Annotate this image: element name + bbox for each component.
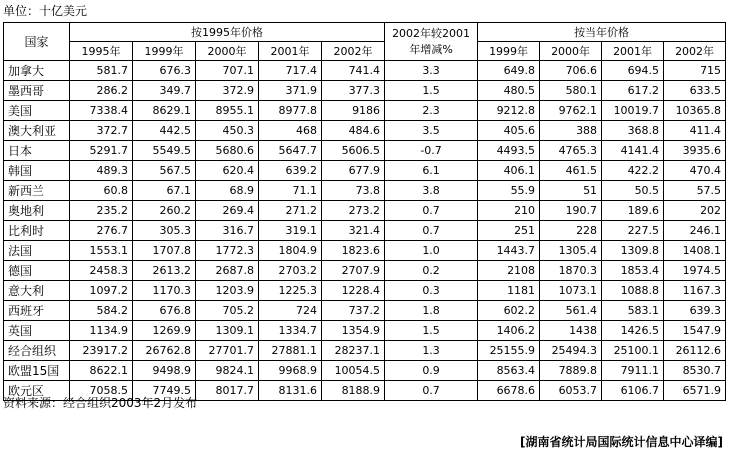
value-current-price-cell: 470.4 [664,161,726,181]
value-1995-price-cell: 276.7 [70,221,133,241]
value-1995-price-cell: 707.1 [196,61,259,81]
value-current-price-cell: 422.2 [602,161,664,181]
change-cell: 2.3 [385,101,478,121]
table-row [4,121,726,141]
value-1995-price-cell: 1097.2 [70,281,133,301]
country-cell: 加拿大 [4,61,70,81]
value-current-price-cell: 1073.1 [540,281,602,301]
value-current-price-cell: 461.5 [540,161,602,181]
value-current-price-cell: 1167.3 [664,281,726,301]
change-cell: 0.7 [385,381,478,401]
year-header: 1995年 [70,42,133,61]
value-current-price-cell: 25100.1 [602,341,664,361]
change-cell: 0.2 [385,261,478,281]
value-current-price-cell: 189.6 [602,201,664,221]
value-1995-price-cell: 1225.3 [259,281,322,301]
country-cell: 意大利 [4,281,70,301]
country-cell: 德国 [4,261,70,281]
value-1995-price-cell: 9498.9 [133,361,196,381]
value-1995-price-cell: 8622.1 [70,361,133,381]
value-1995-price-cell: 9824.1 [196,361,259,381]
value-1995-price-cell: 321.4 [322,221,385,241]
value-current-price-cell: 633.5 [664,81,726,101]
value-1995-price-cell: 316.7 [196,221,259,241]
change-cell: -0.7 [385,141,478,161]
value-current-price-cell: 580.1 [540,81,602,101]
value-1995-price-cell: 468 [259,121,322,141]
table-row [4,221,726,241]
value-1995-price-cell: 319.1 [259,221,322,241]
value-current-price-cell: 405.6 [478,121,540,141]
value-1995-price-cell: 442.5 [133,121,196,141]
value-1995-price-cell: 8131.6 [259,381,322,401]
value-current-price-cell: 368.8 [602,121,664,141]
value-current-price-cell: 1438 [540,321,602,341]
change-cell: 1.3 [385,341,478,361]
country-cell: 法国 [4,241,70,261]
year-header: 2001年 [602,42,664,61]
table-row [4,261,726,281]
value-current-price-cell: 2108 [478,261,540,281]
credit-line: [湖南省统计局国际统计信息中心译编] [520,435,723,449]
change-cell: 3.5 [385,121,478,141]
value-1995-price-cell: 677.9 [322,161,385,181]
table-row [4,141,726,161]
year-header: 2001年 [259,42,322,61]
value-1995-price-cell: 273.2 [322,201,385,221]
value-current-price-cell: 649.8 [478,61,540,81]
value-current-price-cell: 10365.8 [664,101,726,121]
value-1995-price-cell: 67.1 [133,181,196,201]
value-current-price-cell: 1443.7 [478,241,540,261]
value-1995-price-cell: 620.4 [196,161,259,181]
value-current-price-cell: 26112.6 [664,341,726,361]
change-cell: 0.7 [385,201,478,221]
table-row [4,301,726,321]
country-header: 国家 [4,23,70,61]
value-current-price-cell: 602.2 [478,301,540,321]
change-cell: 1.5 [385,81,478,101]
value-1995-price-cell: 68.9 [196,181,259,201]
value-1995-price-cell: 28237.1 [322,341,385,361]
value-1995-price-cell: 27881.1 [259,341,322,361]
value-1995-price-cell: 1772.3 [196,241,259,261]
value-1995-price-cell: 8629.1 [133,101,196,121]
table-row [4,161,726,181]
country-cell: 澳大利亚 [4,121,70,141]
year-header: 2002年 [664,42,726,61]
change-cell: 0.9 [385,361,478,381]
table-row [4,201,726,221]
value-1995-price-cell: 26762.8 [133,341,196,361]
value-current-price-cell: 617.2 [602,81,664,101]
value-current-price-cell: 480.5 [478,81,540,101]
change-cell: 6.1 [385,161,478,181]
value-1995-price-cell: 1823.6 [322,241,385,261]
unit-label: 单位：十亿美元 [3,4,88,18]
value-current-price-cell: 1309.8 [602,241,664,261]
value-1995-price-cell: 8188.9 [322,381,385,401]
value-current-price-cell: 202 [664,201,726,221]
value-1995-price-cell: 2458.3 [70,261,133,281]
value-current-price-cell: 251 [478,221,540,241]
value-1995-price-cell: 372.7 [70,121,133,141]
value-1995-price-cell: 5680.6 [196,141,259,161]
table-row [4,101,726,121]
year-header: 2000年 [196,42,259,61]
value-current-price-cell: 228 [540,221,602,241]
year-header: 1999年 [133,42,196,61]
value-current-price-cell: 706.6 [540,61,602,81]
value-1995-price-cell: 717.4 [259,61,322,81]
value-1995-price-cell: 372.9 [196,81,259,101]
value-1995-price-cell: 724 [259,301,322,321]
header-row-2 [4,42,726,61]
value-1995-price-cell: 1228.4 [322,281,385,301]
value-1995-price-cell: 27701.7 [196,341,259,361]
value-1995-price-cell: 2707.9 [322,261,385,281]
value-1995-price-cell: 260.2 [133,201,196,221]
value-1995-price-cell: 269.4 [196,201,259,221]
change-cell: 0.7 [385,221,478,241]
value-1995-price-cell: 450.3 [196,121,259,141]
value-1995-price-cell: 9186 [322,101,385,121]
value-current-price-cell: 4765.3 [540,141,602,161]
value-current-price-cell: 1181 [478,281,540,301]
value-current-price-cell: 694.5 [602,61,664,81]
value-1995-price-cell: 7338.4 [70,101,133,121]
table-row [4,341,726,361]
table-row [4,241,726,261]
country-cell: 新西兰 [4,181,70,201]
value-current-price-cell: 1408.1 [664,241,726,261]
change-cell: 1.8 [385,301,478,321]
value-1995-price-cell: 371.9 [259,81,322,101]
change-cell: 1.5 [385,321,478,341]
value-1995-price-cell: 1707.8 [133,241,196,261]
value-1995-price-cell: 639.2 [259,161,322,181]
value-1995-price-cell: 7749.5 [133,381,196,401]
value-current-price-cell: 388 [540,121,602,141]
change-header: 2002年较2001年增减% [385,23,478,61]
change-cell: 1.0 [385,241,478,261]
value-current-price-cell: 246.1 [664,221,726,241]
table-row [4,81,726,101]
value-1995-price-cell: 10054.5 [322,361,385,381]
value-1995-price-cell: 71.1 [259,181,322,201]
country-cell: 韩国 [4,161,70,181]
value-1995-price-cell: 2613.2 [133,261,196,281]
country-cell: 欧盟15国 [4,361,70,381]
value-1995-price-cell: 271.2 [259,201,322,221]
value-1995-price-cell: 8017.7 [196,381,259,401]
country-cell: 墨西哥 [4,81,70,101]
value-current-price-cell: 1305.4 [540,241,602,261]
value-1995-price-cell: 8977.8 [259,101,322,121]
value-current-price-cell: 4493.5 [478,141,540,161]
value-1995-price-cell: 484.6 [322,121,385,141]
country-cell: 日本 [4,141,70,161]
table-row [4,321,726,341]
value-current-price-cell: 715 [664,61,726,81]
table-row [4,361,726,381]
value-current-price-cell: 1426.5 [602,321,664,341]
value-current-price-cell: 1974.5 [664,261,726,281]
value-1995-price-cell: 1804.9 [259,241,322,261]
year-header: 2002年 [322,42,385,61]
value-current-price-cell: 7889.8 [540,361,602,381]
value-1995-price-cell: 705.2 [196,301,259,321]
country-cell: 英国 [4,321,70,341]
year-header: 2000年 [540,42,602,61]
value-1995-price-cell: 349.7 [133,81,196,101]
table-row [4,281,726,301]
value-1995-price-cell: 5606.5 [322,141,385,161]
value-current-price-cell: 227.5 [602,221,664,241]
value-current-price-cell: 406.1 [478,161,540,181]
value-current-price-cell: 1853.4 [602,261,664,281]
value-current-price-cell: 25494.3 [540,341,602,361]
value-1995-price-cell: 7058.5 [70,381,133,401]
value-1995-price-cell: 1203.9 [196,281,259,301]
value-1995-price-cell: 1553.1 [70,241,133,261]
value-1995-price-cell: 567.5 [133,161,196,181]
country-cell: 经合组织 [4,341,70,361]
value-current-price-cell: 4141.4 [602,141,664,161]
value-current-price-cell: 55.9 [478,181,540,201]
value-current-price-cell: 1870.3 [540,261,602,281]
header-row-1 [4,23,726,42]
value-current-price-cell: 10019.7 [602,101,664,121]
value-1995-price-cell: 305.3 [133,221,196,241]
value-current-price-cell: 411.4 [664,121,726,141]
value-1995-price-cell: 377.3 [322,81,385,101]
value-1995-price-cell: 5647.7 [259,141,322,161]
group-header-1995-prices: 按1995年价格 [70,23,385,42]
value-current-price-cell: 1547.9 [664,321,726,341]
value-1995-price-cell: 5291.7 [70,141,133,161]
value-1995-price-cell: 581.7 [70,61,133,81]
value-1995-price-cell: 1354.9 [322,321,385,341]
value-1995-price-cell: 676.3 [133,61,196,81]
value-1995-price-cell: 1269.9 [133,321,196,341]
value-1995-price-cell: 489.3 [70,161,133,181]
value-current-price-cell: 6053.7 [540,381,602,401]
value-current-price-cell: 639.3 [664,301,726,321]
value-current-price-cell: 51 [540,181,602,201]
country-cell: 欧元区 [4,381,70,401]
country-cell: 比利时 [4,221,70,241]
value-current-price-cell: 6106.7 [602,381,664,401]
value-1995-price-cell: 1334.7 [259,321,322,341]
country-cell: 美国 [4,101,70,121]
value-current-price-cell: 57.5 [664,181,726,201]
value-current-price-cell: 561.4 [540,301,602,321]
change-cell: 3.3 [385,61,478,81]
value-1995-price-cell: 2687.8 [196,261,259,281]
value-1995-price-cell: 286.2 [70,81,133,101]
value-current-price-cell: 8563.4 [478,361,540,381]
value-1995-price-cell: 584.2 [70,301,133,321]
value-1995-price-cell: 73.8 [322,181,385,201]
country-cell: 奥地利 [4,201,70,221]
value-current-price-cell: 1406.2 [478,321,540,341]
value-1995-price-cell: 5549.5 [133,141,196,161]
value-1995-price-cell: 2703.2 [259,261,322,281]
value-1995-price-cell: 741.4 [322,61,385,81]
table-row [4,61,726,81]
value-1995-price-cell: 8955.1 [196,101,259,121]
value-1995-price-cell: 23917.2 [70,341,133,361]
change-cell: 0.3 [385,281,478,301]
value-current-price-cell: 1088.8 [602,281,664,301]
value-current-price-cell: 210 [478,201,540,221]
value-1995-price-cell: 737.2 [322,301,385,321]
country-cell: 西班牙 [4,301,70,321]
table-row [4,181,726,201]
value-1995-price-cell: 235.2 [70,201,133,221]
gdp-table [3,22,726,401]
value-1995-price-cell: 60.8 [70,181,133,201]
group-header-current-prices: 按当年价格 [478,23,726,42]
value-1995-price-cell: 9968.9 [259,361,322,381]
value-current-price-cell: 8530.7 [664,361,726,381]
change-cell: 3.8 [385,181,478,201]
value-current-price-cell: 6571.9 [664,381,726,401]
value-current-price-cell: 583.1 [602,301,664,321]
value-1995-price-cell: 1134.9 [70,321,133,341]
value-current-price-cell: 9212.8 [478,101,540,121]
source-note: 资料来源：经合组织2003年2月发布 [3,396,198,410]
value-1995-price-cell: 676.8 [133,301,196,321]
value-current-price-cell: 6678.6 [478,381,540,401]
value-current-price-cell: 190.7 [540,201,602,221]
value-1995-price-cell: 1309.1 [196,321,259,341]
value-current-price-cell: 50.5 [602,181,664,201]
value-current-price-cell: 7911.1 [602,361,664,381]
year-header: 1999年 [478,42,540,61]
value-current-price-cell: 9762.1 [540,101,602,121]
value-current-price-cell: 25155.9 [478,341,540,361]
value-1995-price-cell: 1170.3 [133,281,196,301]
value-current-price-cell: 3935.6 [664,141,726,161]
